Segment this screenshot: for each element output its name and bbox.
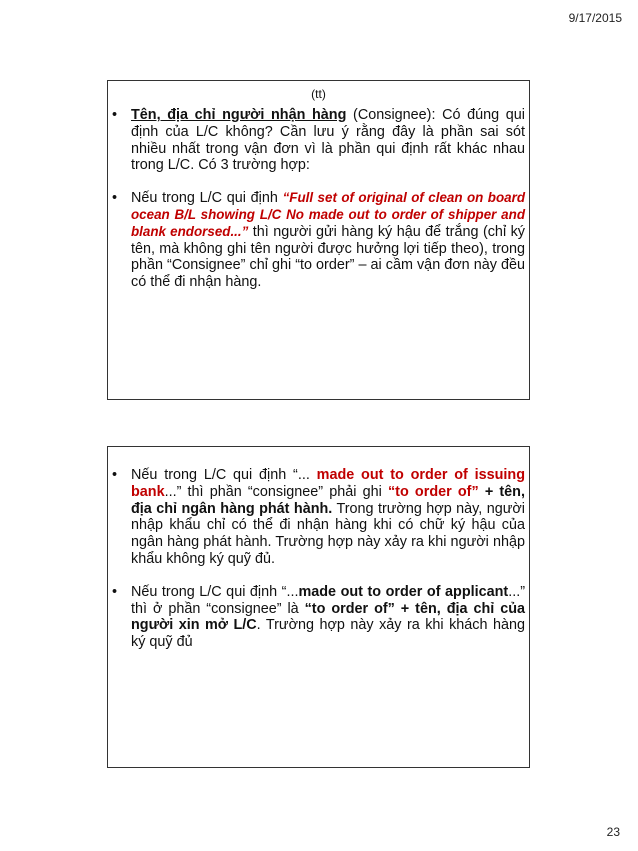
bullet-dot-icon: • <box>112 583 118 600</box>
bullet-applicant <box>108 584 529 651</box>
lc-quote: “Full set of original of clean on board ocean B/L showing L/C No made out to order of shipper and blank endorsed...” <box>131 190 525 239</box>
bullet-to-order <box>108 190 529 291</box>
slide-2 <box>107 446 530 768</box>
date-label: 9/17/2015 <box>568 11 622 25</box>
slide-subtitle: (tt) <box>311 87 326 101</box>
bullet-issuing-bank <box>108 467 529 568</box>
applicant-consignee-phrase: “to order of” + tên, địa chỉ của người xin mở L/C <box>131 600 525 634</box>
bullet-consignee <box>108 107 529 174</box>
consignee-heading: Tên, địa chỉ người nhận hàng <box>131 107 347 123</box>
applicant-phrase: made out to order of applicant <box>298 583 509 600</box>
bullet-list <box>108 467 529 651</box>
consignee-text: (Consignee): Có đúng qui định của L/C không? Cần lưu ý rằng đây là phần sai sót nhiều nhất trong vận đơn vì là phần qui định rất khác nhau trong L/C. Có 3 trường hợp: <box>131 107 526 174</box>
bullet-dot-icon: • <box>112 107 118 123</box>
issuing-bank-t2: ...” thì phần “consignee” phải ghi <box>164 483 388 500</box>
applicant-t1: Nếu trong L/C qui định “... <box>131 583 299 600</box>
bullet-list <box>108 107 529 291</box>
issuing-bank-t3: Trong trường hợp này, người nhập khẩu chỉ có thể đi nhận hàng khi có chữ ký hậu của ngân hàng phát hành. Trường hợp này xảy ra khi người nhập khẩu không ký quỹ đủ. <box>131 500 525 567</box>
bank-name-phrase: + tên, địa chỉ ngân hàng phát hành. <box>131 483 525 517</box>
to-order-of-phrase: “to order of” <box>387 483 479 500</box>
bullet-dot-icon: • <box>112 190 118 207</box>
page-number: 23 <box>606 825 620 839</box>
to-order-prefix: Nếu trong L/C qui định <box>131 190 283 207</box>
issuing-bank-t1: Nếu trong L/C qui định “... <box>131 467 317 483</box>
issuing-bank-phrase: made out to order of issuing bank <box>131 467 525 500</box>
bullet-dot-icon: • <box>112 467 118 483</box>
to-order-text: thì người gửi hàng ký hậu để trắng (chỉ ký tên, mà không ghi tên người được hưởng lợi tiếp theo), trong phần “Consignee” chỉ ghi “to order” – ai cầm vận đơn này đều có thể đi nhận hàng. <box>131 223 526 291</box>
slide-1 <box>107 80 530 400</box>
applicant-t2: ...” thì ở phần “consignee” là <box>131 583 525 617</box>
applicant-t3: . Trường hợp này xảy ra khi khách hàng ký quỹ đủ <box>131 617 525 651</box>
